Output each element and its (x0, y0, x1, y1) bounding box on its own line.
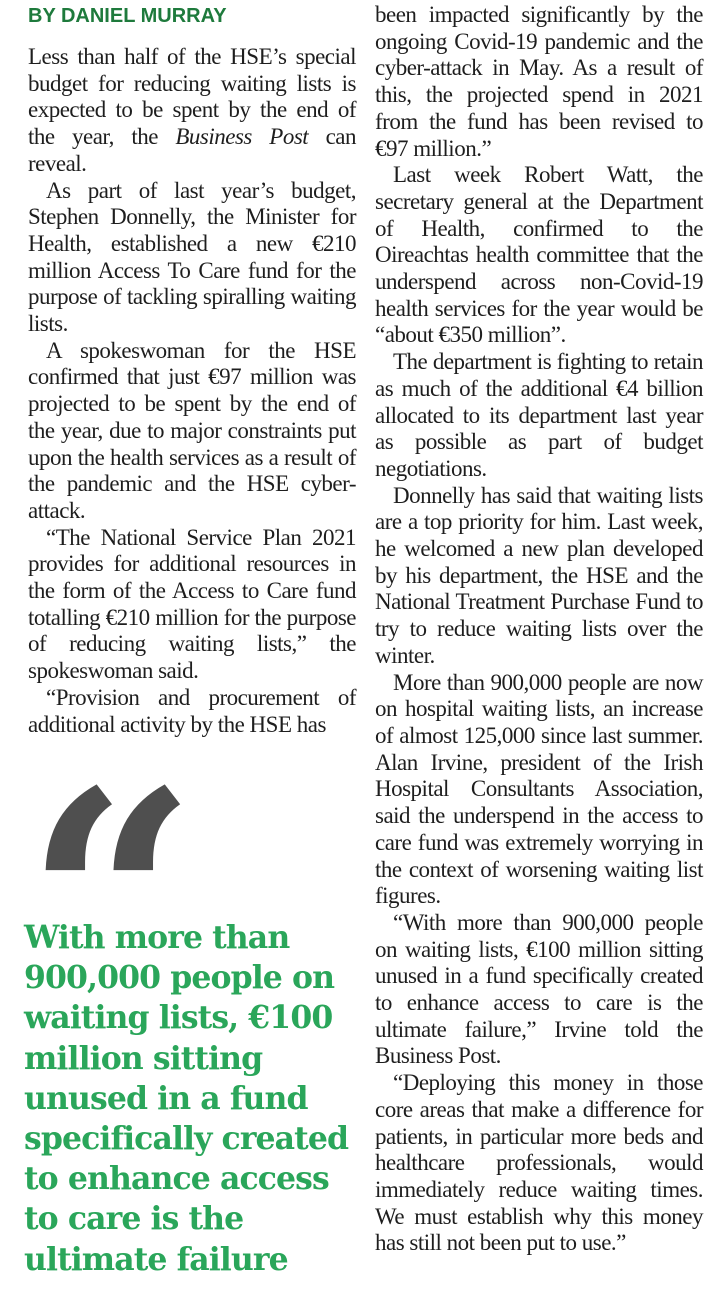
article-paragraph: As part of last year’s budget, Stephen Donnelly, the Minister for Health, established a new €210 million Access To Care fund for the purpose of tackling spiralling waiting lists. (28, 177, 356, 337)
article-paragraph (28, 44, 356, 178)
article-column-right (375, 2, 703, 1257)
article-paragraph: A spokeswoman for the HSE confirmed that just €97 million was projected to be spent by the end of the year, due to major constraints put upon the health services as a result of the pandemic and the HSE cyber-attack. (28, 337, 356, 523)
lead-text: Less than half of the HSE’s special budget for reducing waiting lists is expected to be spent by the end of the year, the (28, 44, 356, 150)
article-paragraph: “The National Service Plan 2021 provides for additional resources in the form of the Access to Care fund totalling €210 million for the purpose of reducing waiting lists,” the spokeswoman said. (28, 524, 356, 684)
quote-mark-icon (25, 752, 198, 892)
pull-quote: With more than 900,000 people on waiting lists, €100 million sitting unused in a fund specifically created to enhance access to care is the ultimate failure (24, 919, 349, 1278)
article-paragraph: “With more than 900,000 people on waiting lists, €100 million sitting unused in a fund specifically created to enhance access to care is the ultimate failure,” Irvine told the Business Post. (375, 909, 703, 1069)
article-paragraph: Donnelly has said that waiting lists are a top priority for him. Last week, he welcomed a new plan developed by his department, the HSE and the National Treatment Purchase Fund to try to reduce waiting lists over the winter. (375, 482, 703, 668)
article-paragraph: been impacted significantly by the ongoing Covid-19 pandemic and the cyber-attack in May. As a result of this, the projected spend in 2021 from the fund has been revised to €97 million.” (375, 2, 703, 161)
article-paragraph: More than 900,000 people are now on hospital waiting lists, an increase of almost 125,000 since last summer. Alan Irvine, president of the Irish Hospital Consultants Association, said the underspend in the access to care fund was extremely worrying in the context of worsening waiting list figures. (375, 669, 703, 909)
article-paragraph: “Provision and procurement of additional activity by the HSE has (28, 684, 356, 737)
article-column-left (28, 0, 356, 738)
article-paragraph: Last week Robert Watt, the secretary general at the Department of Health, confirmed to the Oireachtas health committee that the underspend across non-Covid-19 health services for the year would be “about €350 million”. (375, 162, 703, 348)
lead-tail: can reveal. (28, 124, 357, 176)
publication-name: Business Post (175, 124, 309, 150)
article-paragraph: The department is fighting to retain as much of the additional €4 billion allocated to its department last year as possible as part of budget negotiations. (375, 349, 703, 481)
byline: BY DANIEL MURRAY (28, 5, 227, 27)
article-paragraph: “Deploying this money in those core areas that make a difference for patients, in particular more beds and healthcare professionals, would immediately reduce waiting times. We must establish why this money has still not been put to use.” (375, 1070, 703, 1256)
